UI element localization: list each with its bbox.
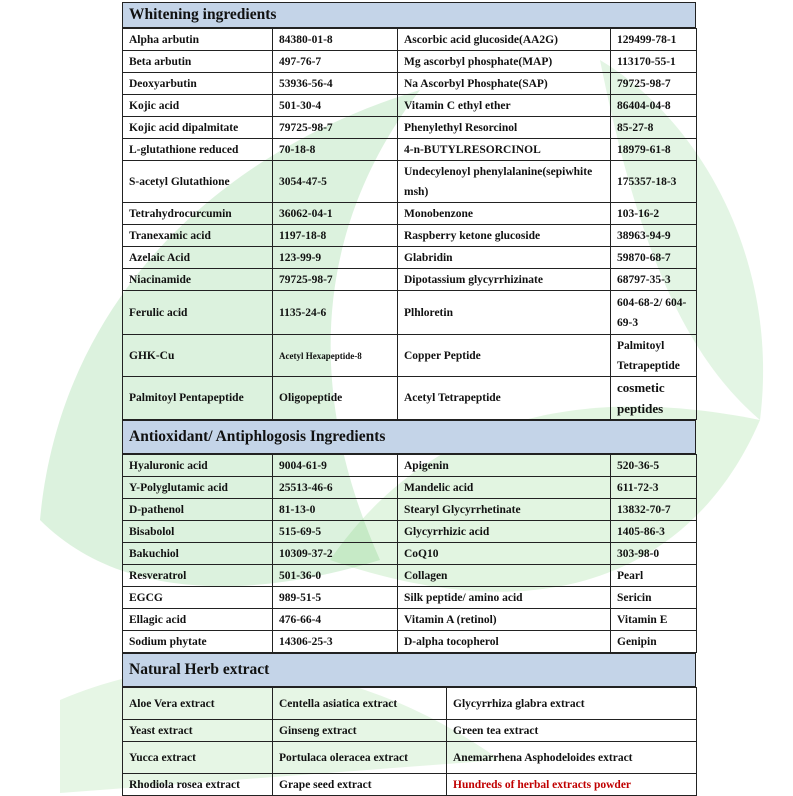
whitening-cell: 129499-78-1: [611, 29, 697, 51]
antioxidant-cell: Bisabolol: [123, 521, 273, 543]
herb-cell: Anemarrhena Asphodeloides extract: [447, 742, 697, 774]
whitening-cell: Copper Peptide: [398, 335, 611, 377]
whitening-cell: Mg ascorbyl phosphate(MAP): [398, 51, 611, 73]
whitening-cell: 38963-94-9: [611, 225, 697, 247]
herb-cell: Centella asiatica extract: [273, 688, 447, 720]
whitening-row: [123, 139, 697, 161]
antioxidant-cell: EGCG: [123, 587, 273, 609]
antioxidant-cell: Hyaluronic acid: [123, 455, 273, 477]
antioxidant-row: [123, 521, 697, 543]
whitening-cell: GHK-Cu: [123, 335, 273, 377]
whitening-cell: 604-68-2/ 604-69-3: [611, 291, 697, 335]
antioxidant-cell: Ellagic acid: [123, 609, 273, 631]
antioxidant-cell: Stearyl Glycyrrhetinate: [398, 499, 611, 521]
whitening-cell: Niacinamide: [123, 269, 273, 291]
antioxidant-cell: 14306-25-3: [273, 631, 398, 653]
whitening-row: [123, 161, 697, 203]
section-title-whitening: Whitening ingredients: [122, 2, 696, 28]
whitening-cell: 85-27-8: [611, 117, 697, 139]
whitening-cell: 70-18-8: [273, 139, 398, 161]
antioxidant-cell: 515-69-5: [273, 521, 398, 543]
section-title-herb: Natural Herb extract: [122, 653, 696, 687]
antioxidant-cell: 501-36-0: [273, 565, 398, 587]
ingredient-sheet: [122, 2, 696, 796]
antioxidant-row: [123, 455, 697, 477]
herb-cell: Hundreds of herbal extracts powder: [447, 774, 697, 796]
herb-row: [123, 742, 697, 774]
antioxidant-cell: Resveratrol: [123, 565, 273, 587]
whitening-cell: Tranexamic acid: [123, 225, 273, 247]
herb-cell: Ginseng extract: [273, 720, 447, 742]
whitening-cell: Phenylethyl Resorcinol: [398, 117, 611, 139]
whitening-cell: 84380-01-8: [273, 29, 398, 51]
whitening-row: [123, 225, 697, 247]
herb-row: [123, 774, 697, 796]
antioxidant-cell: Mandelic acid: [398, 477, 611, 499]
antioxidant-cell: Silk peptide/ amino acid: [398, 587, 611, 609]
whitening-cell: Tetrahydrocurcumin: [123, 203, 273, 225]
antioxidant-cell: Glycyrrhizic acid: [398, 521, 611, 543]
antioxidant-cell: 989-51-5: [273, 587, 398, 609]
antioxidant-row: [123, 631, 697, 653]
whitening-cell: Monobenzone: [398, 203, 611, 225]
antioxidant-cell: D-alpha tocopherol: [398, 631, 611, 653]
antioxidant-cell: 476-66-4: [273, 609, 398, 631]
antioxidant-cell: Sericin: [611, 587, 697, 609]
antioxidant-cell: CoQ10: [398, 543, 611, 565]
antioxidant-cell: Genipin: [611, 631, 697, 653]
whitening-row: [123, 29, 697, 51]
herb-cell: Glycyrrhiza glabra extract: [447, 688, 697, 720]
whitening-row: [123, 203, 697, 225]
antioxidant-cell: 611-72-3: [611, 477, 697, 499]
whitening-cell: S-acetyl Glutathione: [123, 161, 273, 203]
whitening-cell: 18979-61-8: [611, 139, 697, 161]
whitening-cell: 79725-98-7: [611, 73, 697, 95]
whitening-cell: Deoxyarbutin: [123, 73, 273, 95]
antioxidant-row: [123, 609, 697, 631]
whitening-row: [123, 291, 697, 335]
whitening-cell: 4-n-BUTYLRESORCINOL: [398, 139, 611, 161]
antioxidant-row: [123, 543, 697, 565]
whitening-cell: Kojic acid: [123, 95, 273, 117]
herb-cell: Yeast extract: [123, 720, 273, 742]
whitening-cell: 36062-04-1: [273, 203, 398, 225]
whitening-cell: 175357-18-3: [611, 161, 697, 203]
antioxidant-cell: Vitamin A (retinol): [398, 609, 611, 631]
antioxidant-cell: 9004-61-9: [273, 455, 398, 477]
antioxidant-cell: 13832-70-7: [611, 499, 697, 521]
whitening-cell: Ascorbic acid glucoside(AA2G): [398, 29, 611, 51]
antioxidant-cell: 303-98-0: [611, 543, 697, 565]
antioxidant-cell: Bakuchiol: [123, 543, 273, 565]
antioxidant-cell: D-pathenol: [123, 499, 273, 521]
antioxidant-cell: 81-13-0: [273, 499, 398, 521]
whitening-cell: 113170-55-1: [611, 51, 697, 73]
whitening-cell: Acetyl Tetrapeptide: [398, 377, 611, 420]
whitening-cell: Glabridin: [398, 247, 611, 269]
whitening-cell: 501-30-4: [273, 95, 398, 117]
whitening-row: [123, 117, 697, 139]
whitening-cell: Undecylenoyl phenylalanine(sepiwhite msh): [398, 161, 611, 203]
whitening-table: [122, 28, 697, 420]
whitening-cell: 103-16-2: [611, 203, 697, 225]
antioxidant-row: [123, 477, 697, 499]
section-title-antioxidant: Antioxidant/ Antiphlogosis Ingredients: [122, 420, 696, 454]
herb-table: [122, 687, 697, 796]
antioxidant-cell: Vitamin E: [611, 609, 697, 631]
antioxidant-cell: 10309-37-2: [273, 543, 398, 565]
herb-cell: Green tea extract: [447, 720, 697, 742]
whitening-cell: Azelaic Acid: [123, 247, 273, 269]
whitening-cell: Palmitoyl Tetrapeptide: [611, 335, 697, 377]
antioxidant-row: [123, 499, 697, 521]
herb-cell: Rhodiola rosea extract: [123, 774, 273, 796]
antioxidant-cell: 520-36-5: [611, 455, 697, 477]
whitening-row: [123, 335, 697, 377]
herb-row: [123, 720, 697, 742]
whitening-cell: 59870-68-7: [611, 247, 697, 269]
antioxidant-cell: Collagen: [398, 565, 611, 587]
herb-row: [123, 688, 697, 720]
whitening-row: [123, 73, 697, 95]
whitening-row: [123, 51, 697, 73]
antioxidant-cell: Pearl: [611, 565, 697, 587]
whitening-cell: Acetyl Hexapeptide-8: [273, 335, 398, 377]
whitening-cell: 3054-47-5: [273, 161, 398, 203]
antioxidant-cell: 1405-86-3: [611, 521, 697, 543]
antioxidant-row: [123, 587, 697, 609]
whitening-cell: Na Ascorbyl Phosphate(SAP): [398, 73, 611, 95]
whitening-cell: Plhloretin: [398, 291, 611, 335]
whitening-row: [123, 247, 697, 269]
whitening-cell: 79725-98-7: [273, 269, 398, 291]
whitening-cell: Vitamin C ethyl ether: [398, 95, 611, 117]
herb-cell: Aloe Vera extract: [123, 688, 273, 720]
antioxidant-cell: Apigenin: [398, 455, 611, 477]
whitening-cell: 497-76-7: [273, 51, 398, 73]
whitening-cell: 53936-56-4: [273, 73, 398, 95]
whitening-cell: 123-99-9: [273, 247, 398, 269]
herb-cell: Portulaca oleracea extract: [273, 742, 447, 774]
antioxidant-cell: Y-Polyglutamic acid: [123, 477, 273, 499]
whitening-row: [123, 269, 697, 291]
whitening-cell: Dipotassium glycyrrhizinate: [398, 269, 611, 291]
whitening-cell: 86404-04-8: [611, 95, 697, 117]
whitening-cell: cosmetic peptides: [611, 377, 697, 420]
whitening-cell: Ferulic acid: [123, 291, 273, 335]
herb-cell: Yucca extract: [123, 742, 273, 774]
antioxidant-row: [123, 565, 697, 587]
whitening-cell: 68797-35-3: [611, 269, 697, 291]
whitening-cell: 1135-24-6: [273, 291, 398, 335]
herb-cell: Grape seed extract: [273, 774, 447, 796]
antioxidant-cell: Sodium phytate: [123, 631, 273, 653]
whitening-row: [123, 377, 697, 420]
whitening-cell: Raspberry ketone glucoside: [398, 225, 611, 247]
whitening-cell: L-glutathione reduced: [123, 139, 273, 161]
whitening-cell: Oligopeptide: [273, 377, 398, 420]
whitening-cell: Beta arbutin: [123, 51, 273, 73]
whitening-cell: 1197-18-8: [273, 225, 398, 247]
whitening-cell: 79725-98-7: [273, 117, 398, 139]
whitening-cell: Palmitoyl Pentapeptide: [123, 377, 273, 420]
antioxidant-cell: 25513-46-6: [273, 477, 398, 499]
antioxidant-table: [122, 454, 697, 653]
whitening-cell: Alpha arbutin: [123, 29, 273, 51]
whitening-cell: Kojic acid dipalmitate: [123, 117, 273, 139]
whitening-row: [123, 95, 697, 117]
